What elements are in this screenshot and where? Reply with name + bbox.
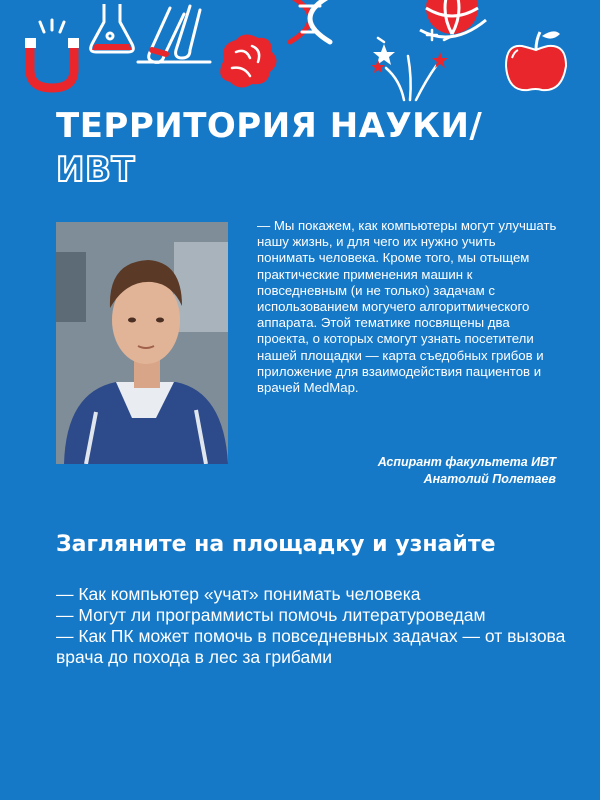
list-item: — Как компьютер «учат» понимать человека	[56, 584, 421, 604]
page-title	[56, 104, 482, 192]
apple-icon	[506, 31, 566, 90]
speaker-photo	[56, 222, 228, 464]
topics-list	[56, 584, 576, 668]
author-role: Аспирант факультета ИВТ	[377, 455, 556, 469]
flask-icon	[91, 4, 134, 52]
author-name: Анатолий Полетаев	[423, 472, 556, 486]
science-decor-header	[0, 0, 600, 110]
list-item: — Могут ли программисты помочь литературоведам	[56, 605, 486, 625]
title-line-main: ТЕРРИТОРИЯ НАУКИ/	[56, 106, 483, 146]
list-item: — Как ПК может помочь в повседневных задачах — от вызова врача до похода в лес за грибами	[56, 626, 566, 667]
fireworks-icon	[371, 30, 452, 100]
section-title: Загляните на площадку и узнайте	[56, 532, 496, 557]
test-tubes-icon	[138, 6, 210, 62]
brain-icon	[220, 34, 276, 87]
globe-icon	[420, 0, 486, 37]
magnet-icon	[25, 20, 79, 88]
dna-icon	[290, 0, 330, 42]
portrait-illustration	[56, 222, 228, 464]
title-line-abbr: ИВТ	[56, 150, 136, 190]
quote-author	[296, 454, 556, 488]
speaker-quote: — Мы покажем, как компьютеры могут улучшать нашу жизнь, и для чего их нужно учить понимать человека. Кроме того, мы отыщем практические применения машин к повседневным (и не только) задачам с использованием могучего алгоритмического аппарата. Этой тематике посвящены два проекта, о которых смогут узнать посетители нашей площадки — карта съедобных грибов и приложение для взаимодействия пациентов и врачей MedMap.	[257, 218, 557, 396]
